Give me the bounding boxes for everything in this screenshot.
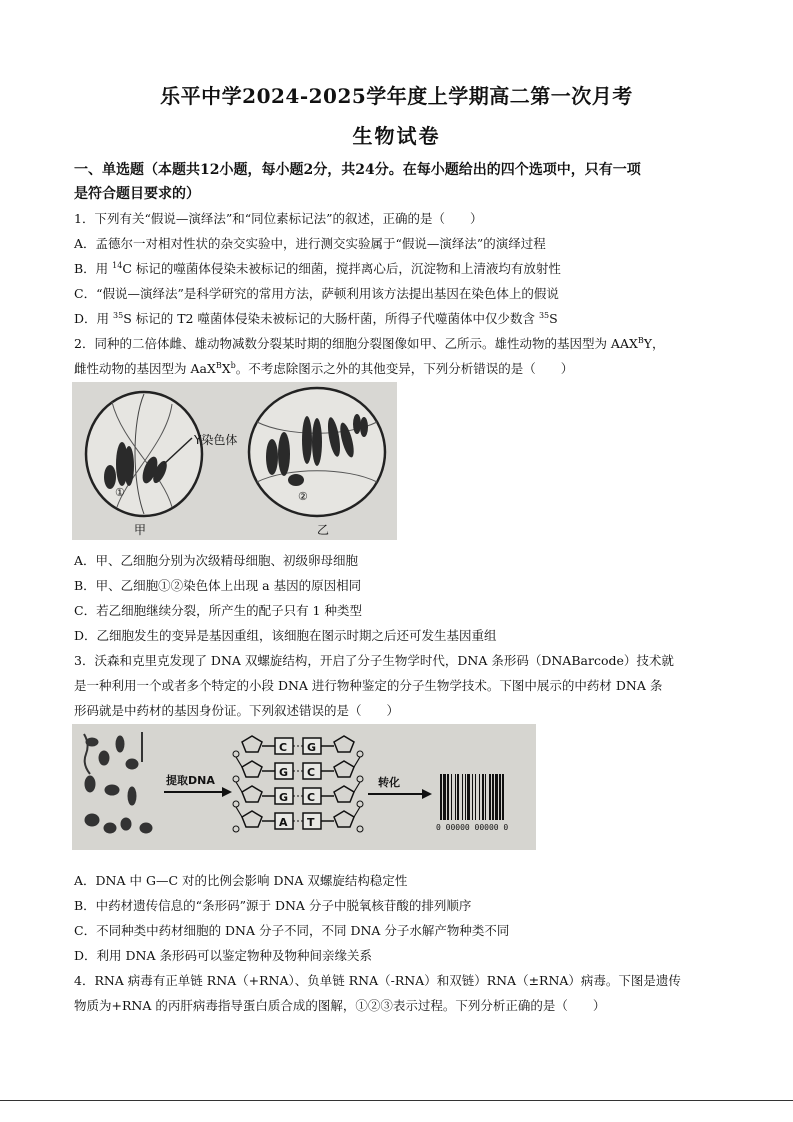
q2-stem-line1: 2．同种的二倍体雌、雄动物减数分裂某时期的细胞分裂图像如甲、乙所示。雄性动物的基因型为 $AAX^BY$， — [74, 335, 665, 351]
base-left-letter: C — [279, 741, 288, 754]
base-right-letter: G — [307, 741, 317, 754]
barcode-bar — [502, 774, 504, 820]
q2-figure-cells — [72, 382, 397, 540]
barcode-bar — [472, 774, 473, 820]
barcode-bar — [492, 774, 494, 820]
q2-option-c: C．若乙细胞继续分裂，所产生的配子只有 1 种类型 — [74, 603, 362, 618]
barcode-bar — [451, 774, 452, 820]
barcode-bar — [455, 774, 456, 820]
barcode-digits: 0 00000 00000 0 — [436, 823, 509, 832]
barcode-bar — [482, 774, 484, 820]
q2-stem-line2: 雌性动物的基因型为 $AaX^BX^b$。不考虑除图示之外的其他变异，下列分析错误的是（ ） — [74, 360, 574, 376]
barcode-bar — [440, 774, 442, 820]
base-right-letter: T — [307, 816, 315, 829]
q4-stem-line1: 4．RNA 病毒有正单链 RNA（+RNA）、负单链 RNA（-RNA）和双链）RNA（±RNA）病毒。下图是遗传 — [74, 973, 681, 988]
q3-option-b: B．中药材遗传信息的“条形码”源于 DNA 分子中脱氧核苷酸的排列顺序 — [74, 898, 472, 913]
q4-stem-line2: 物质为+RNA 的丙肝病毒指导蛋白质合成的图解，①②③表示过程。下列分析正确的是（ ） — [74, 998, 606, 1013]
label-y-chromosome: Y染色体 — [194, 433, 238, 447]
q3-stem-line2: 是一种利用一个或者多个特定的小段 DNA 进行物种鉴定的分子生物学技术。下图中展示的中药材 DNA 条 — [74, 678, 663, 693]
barcode-bar — [462, 774, 463, 820]
q2-option-b: B．甲、乙细胞①②染色体上出现 a 基因的原因相同 — [74, 578, 362, 593]
q3-option-a: A．DNA 中 G—C 对的比例会影响 DNA 双螺旋结构稳定性 — [74, 873, 408, 888]
q3-option-d: D．利用 DNA 条形码可以鉴定物种及物种间亲缘关系 — [74, 948, 372, 963]
label-extract-dna: 提取DNA — [166, 774, 215, 787]
barcode-bar — [465, 774, 466, 820]
barcode-bar — [447, 774, 449, 820]
q1-option-c: C．“假说—演绎法”是科学研究的常用方法，萨顿利用该方法提出基因在染色体上的假说 — [74, 286, 559, 301]
section-heading — [74, 158, 734, 206]
barcode-bar — [443, 774, 446, 820]
q3-stem-line1: 3．沃森和克里克发现了 DNA 双螺旋结构，开启了分子生物学时代，DNA 条形码（DNABarcode）技术就 — [74, 653, 674, 668]
base-left-letter: A — [279, 816, 288, 829]
barcode-bar — [499, 774, 501, 820]
q3-option-c: C．不同种类中药材细胞的 DNA 分子不同，不同 DNA 分子水解产物种类不同 — [74, 923, 510, 938]
barcode-bar — [475, 774, 476, 820]
q1-stem: 1．下列有关“假说—演绎法”和“同位素标记法”的叙述，正确的是（ ） — [74, 211, 483, 226]
q3-stem-line3: 形码就是中药材的基因身份证。下列叙述错误的是（ ） — [74, 703, 400, 718]
base-right-letter: C — [307, 791, 316, 804]
dna-barcode-diagram — [72, 724, 536, 850]
base-left-letter: G — [279, 766, 289, 779]
label-convert: 转化 — [378, 776, 400, 789]
barcode-bar — [495, 774, 498, 820]
label-yi: 乙 — [317, 523, 330, 537]
section-heading-line2: 是符合题目要求的） — [74, 186, 200, 202]
barcode-bar — [479, 774, 480, 820]
cell-division-diagram — [72, 382, 397, 540]
marker-2: ② — [298, 490, 308, 503]
q1-option-b: B．用 $^{14}$C 标记的噬菌体侵染未被标记的细菌，搅拌离心后，沉淀物和上清液均有放射性 — [74, 260, 561, 276]
q1-option-d: D．用 $^{35}$S 标记的 T2 噬菌体侵染未被标记的大肠杆菌，所得子代噬菌体中仅少数含 $^{35}$S — [74, 310, 558, 326]
marker-1: ① — [115, 486, 125, 499]
barcode-bar — [485, 774, 486, 820]
section-heading-line1: 一、单选题（本题共12小题，每小题2分，共24分。在每小题给出的四个选项中，只有一项 — [74, 162, 641, 178]
barcode-bar — [457, 774, 459, 820]
base-right-letter: C — [307, 766, 316, 779]
q1-option-a: A．孟德尔一对相对性状的杂交实验中，进行测交实验属于“假说—演绎法”的演绎过程 — [74, 236, 546, 251]
q2-option-d: D．乙细胞发生的变异是基因重组，该细胞在图示时期之后还可发生基因重组 — [74, 628, 497, 643]
barcode-bar — [467, 774, 470, 820]
exam-title: 乐平中学2024-2025学年度上学期高二第一次月考 — [160, 84, 633, 108]
barcode-bar — [489, 774, 491, 820]
label-jia: 甲 — [134, 523, 147, 537]
base-left-letter: G — [279, 791, 289, 804]
exam-subtitle: 生物试卷 — [352, 124, 441, 148]
q3-figure-barcode — [72, 724, 536, 850]
q2-option-a: A．甲、乙细胞分别为次级精母细胞、初级卵母细胞 — [74, 553, 359, 568]
cell-jia-membrane — [86, 392, 202, 516]
page-footer-rule — [0, 1100, 793, 1101]
